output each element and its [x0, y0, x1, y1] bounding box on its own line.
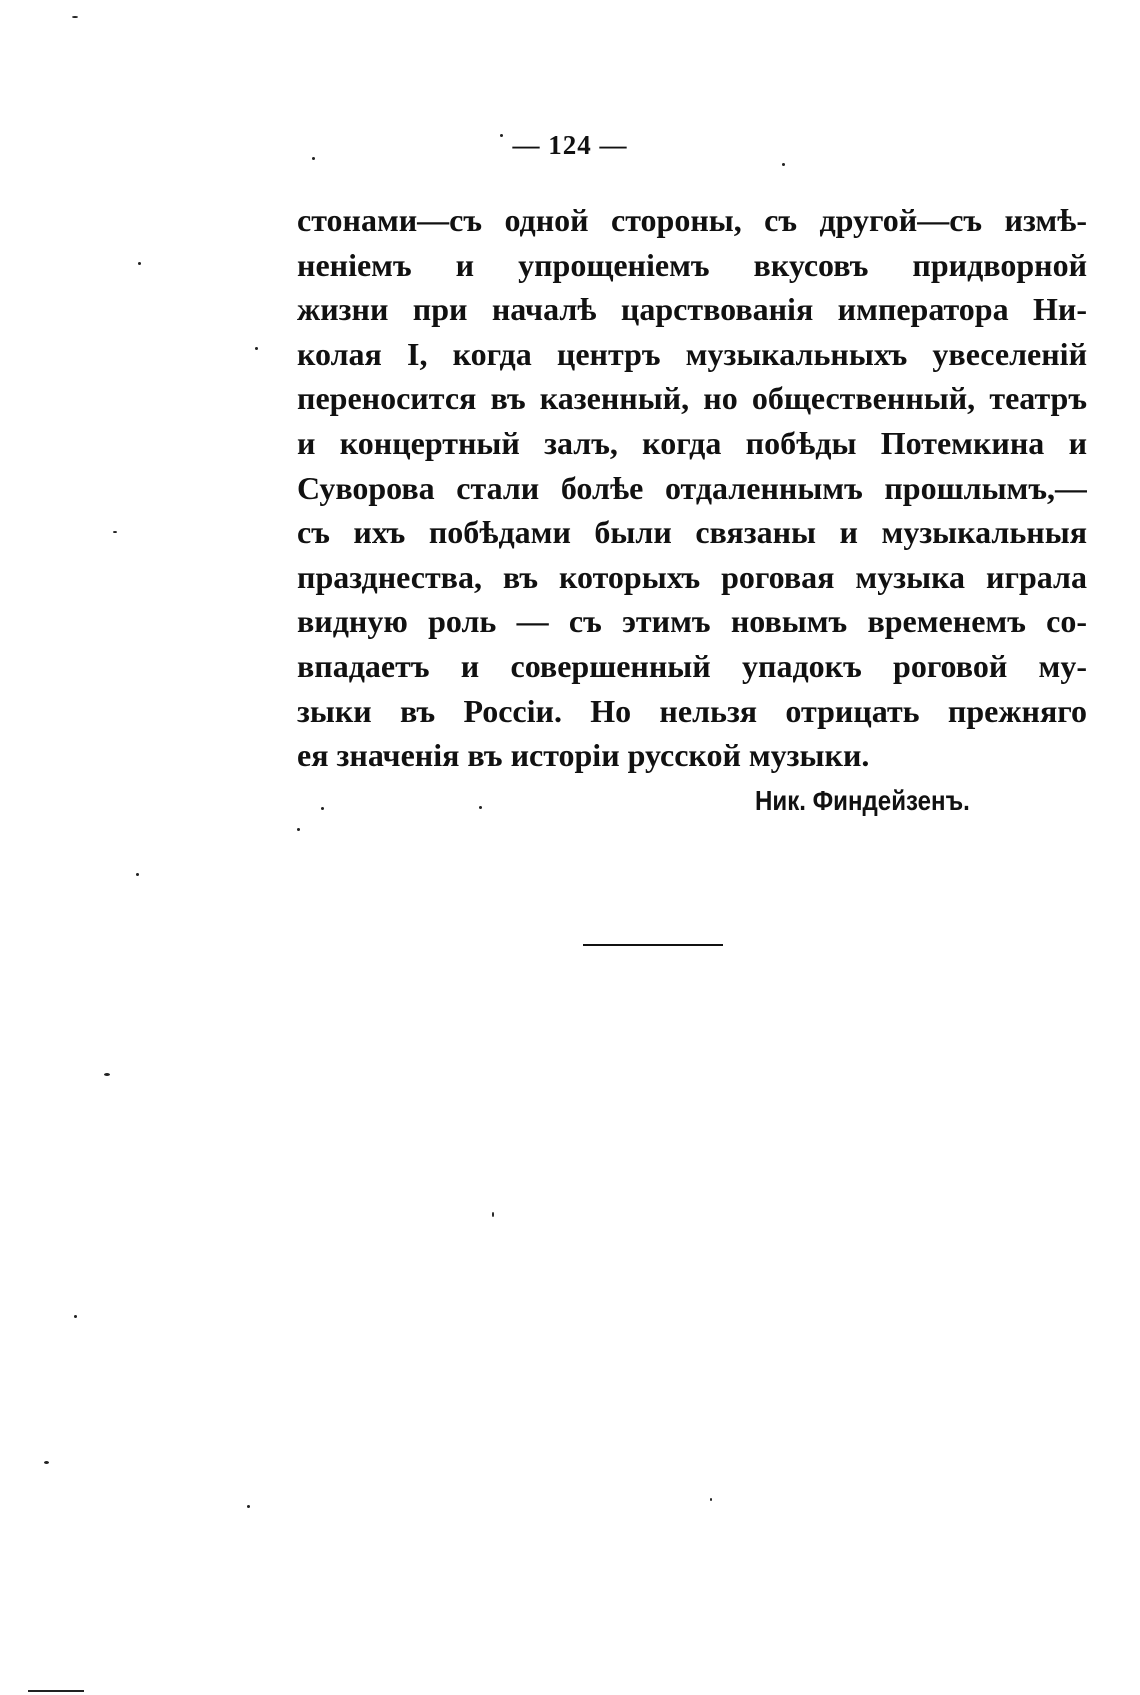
text-line: съ ихъ побѣдами были связаны и музыкальныя — [297, 514, 1087, 551]
scan-speck — [492, 1212, 494, 1217]
text-line: празднества, въ которыхъ роговая музыка играла — [297, 558, 1087, 595]
body-paragraph — [297, 198, 1087, 778]
text-line: колая I, когда центръ музыкальныхъ увеселеній — [297, 335, 1087, 372]
scan-speck — [74, 1315, 77, 1318]
scan-speck — [247, 1505, 250, 1508]
scan-speck — [255, 347, 258, 350]
text-line: зыки въ Россіи. Но нельзя отрицать прежняго — [297, 692, 1087, 729]
scan-speck — [297, 828, 300, 831]
scan-speck — [312, 157, 315, 160]
text-line: Суворова стали болѣе отдаленнымъ прошлымъ,— — [297, 469, 1087, 506]
text-line: жизни при началѣ царствованія императора Ни- — [297, 291, 1087, 328]
text-line: неніемъ и упрощеніемъ вкусовъ придворной — [297, 246, 1087, 283]
scan-speck — [113, 531, 117, 533]
scan-speck — [44, 1461, 49, 1464]
scan-speck — [479, 806, 482, 809]
page-number: — 124 — — [512, 130, 628, 160]
scan-speck — [782, 163, 785, 166]
scan-speck — [138, 262, 141, 265]
text-line: переносится въ казенный, но общественный, театръ — [297, 380, 1087, 417]
scan-speck — [500, 134, 503, 137]
scan-speck — [28, 1690, 84, 1692]
author-signature: Ник. Финдейзенъ. — [755, 785, 970, 816]
text-line: стонами—съ одной стороны, съ другой—съ измѣ- — [297, 202, 1087, 238]
scan-speck — [710, 1498, 712, 1501]
text-line: впадаетъ и совершенный упадокъ роговой му- — [297, 647, 1087, 684]
scan-speck — [72, 16, 78, 18]
text-line: видную роль — съ этимъ новымъ временемъ со- — [297, 603, 1087, 640]
text-line: ея значенія въ исторіи русской музыки. — [297, 737, 870, 774]
scan-speck — [136, 873, 139, 876]
text-line: и концертный залъ, когда побѣды Потемкина и — [297, 424, 1087, 461]
scan-speck — [104, 1073, 110, 1076]
scan-speck — [321, 807, 324, 810]
section-end-rule — [583, 944, 723, 946]
